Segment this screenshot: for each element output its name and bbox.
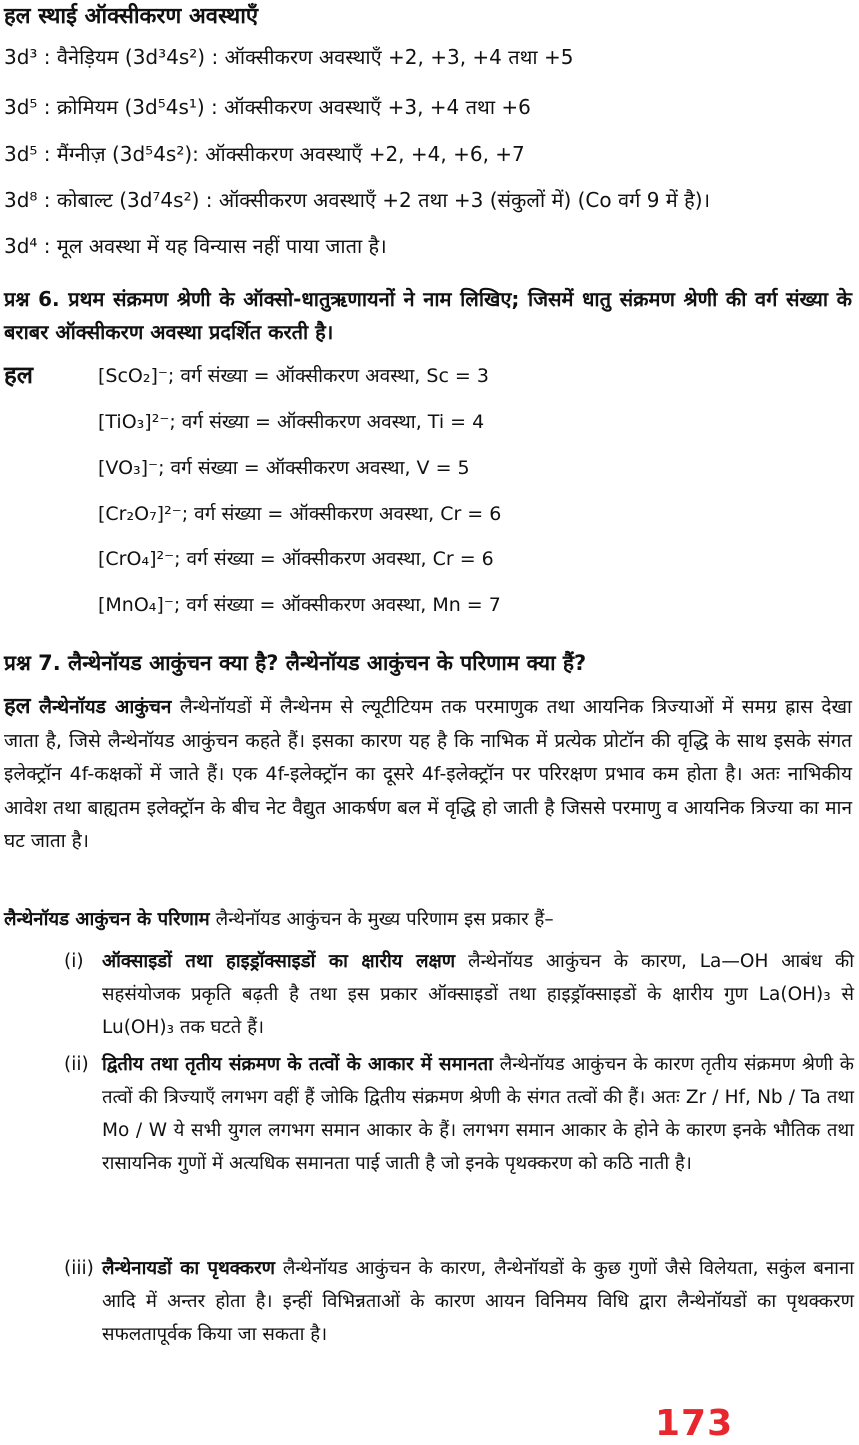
answer-7-label: हल (4, 694, 31, 719)
consequence-item-1 (64, 945, 854, 1044)
item-heading: लैन्थेनायडों का पृथक्करण (102, 1258, 276, 1279)
config-line-mn: 3d⁵ : मैंग्नीज़ (3d⁵4s²): ऑक्सीकरण अवस्थाएँ +2, +4, +6, +7 (4, 142, 525, 166)
config-line-d4: 3d⁴ : मूल अवस्था में यह विन्यास नहीं पाया जाता है। (4, 234, 387, 258)
config-line-co: 3d⁸ : कोबाल्ट (3d⁷4s²) : ऑक्सीकरण अवस्थाएँ +2 तथा +3 (संकुलों में) (Co वर्ग 9 में है)। (4, 188, 711, 212)
question-6 (4, 283, 852, 349)
question-6-label: प्रश्न 6. (4, 287, 60, 311)
consequences-line (4, 907, 554, 933)
ion-cr2o7: [Cr₂O₇]²⁻; वर्ग संख्या = ऑक्सीकरण अवस्था, Cr = 6 (98, 503, 502, 525)
item-number: (ii) (64, 1054, 89, 1075)
item-text: लैन्थेनॉयड आकुंचन के कारण, लैन्थेनॉयडों के कुछ गुणों जैसे विलेयता, सकुंल बनाना आदि में अन्तर होता है। इन्हीं विभिन्नताओं के कारण आयन विनिमय विधि द्वारा लैन्थेनॉयडों का पृथक्करण सफलतापूर्वक किया जा सकता है। (102, 1258, 854, 1345)
config-line-cr: 3d⁵ : क्रोमियम (3d⁵4s¹) : ऑक्सीकरण अवस्थाएँ +3, +4 तथा +6 (4, 95, 531, 119)
item-number: (iii) (64, 1258, 94, 1279)
config-line-v: 3d³ : वैनेड़ियम (3d³4s²) : ऑक्सीकरण अवस्थाएँ +2, +3, +4 तथा +5 (4, 45, 574, 69)
consequences-heading: लैन्थेनॉयड आकुंचन के परिणाम (4, 909, 210, 930)
item-heading: द्वितीय तथा तृतीय संक्रमण के तत्वों के आकार में समानता (102, 1054, 494, 1075)
answer-7-heading: लैन्थेनॉयड आकुंचन (39, 696, 172, 718)
question-7-text: लैन्थेनॉयड आकुंचन क्या है? लैन्थेनॉयड आकुंचन के परिणाम क्या हैं? (68, 651, 587, 675)
question-7 (4, 650, 586, 676)
consequence-item-2 (64, 1048, 854, 1180)
page-number: 173 (655, 1403, 734, 1444)
consequence-item-3 (64, 1252, 854, 1351)
answer-7-text: लैन्थेनॉयडों में लैन्थेनम से ल्यूटीटियम तक परमाणुक तथा आयनिक त्रिज्याओं में समग्र ह्रास देखा जाता है, जिसे लैन्थेनॉयड आकुंचन कहते हैं। इसका कारण यह है कि नाभिक में प्रत्येक प्रोटॉन की वृद्धि के साथ इसके संगत इलेक्ट्रॉन 4f-कक्षकों में जाते हैं। एक 4f-इलेक्ट्रॉन का दूसरे 4f-इलेक्ट्रॉन पर परिरक्षण प्रभाव कम होता है। अतः नाभिकीय आवेश तथा बाह्यतम इलेक्ट्रॉन के बीच नेट वैद्युत आकर्षण बल में वृद्धि हो जाती है जिससे परमाणु व आयनिक त्रिज्या का मान घट जाता है। (4, 696, 852, 852)
ion-vo3: [VO₃]⁻; वर्ग संख्या = ऑक्सीकरण अवस्था, V = 5 (98, 457, 470, 479)
consequences-intro: लैन्थेनॉयड आकुंचन के मुख्य परिणाम इस प्रकार हैं– (215, 909, 554, 930)
answer-7 (4, 690, 852, 859)
ion-sco2: [ScO₂]⁻; वर्ग संख्या = ऑक्सीकरण अवस्था, Sc = 3 (98, 365, 489, 387)
ion-cro4: [CrO₄]²⁻; वर्ग संख्या = ऑक्सीकरण अवस्था, Cr = 6 (98, 548, 494, 570)
header-line: हल स्थाई ऑक्सीकरण अवस्थाएँ (4, 4, 259, 29)
item-number: (i) (64, 951, 84, 972)
answer-6-label: हल (4, 361, 34, 389)
item-text: लैन्थेनॉयड आकुंचन के कारण, La—OH आबंध की सहसंयोजक प्रकृति बढ़ती है तथा इस प्रकार ऑक्साइडों तथा हाइड्रॉक्साइडों के क्षारीय गुण La(OH)₃ से Lu(OH)₃ तक घटते हैं। (102, 951, 854, 1038)
ion-mno4: [MnO₄]⁻; वर्ग संख्या = ऑक्सीकरण अवस्था, Mn = 7 (98, 594, 501, 616)
ion-tio3: [TiO₃]²⁻; वर्ग संख्या = ऑक्सीकरण अवस्था, Ti = 4 (98, 411, 485, 433)
item-text: लैन्थेनॉयड आकुंचन के कारण तृतीय संक्रमण श्रेणी के तत्वों की त्रिज्याएँ लगभग वहीं हैं जोकि द्वितीय संक्रमण श्रेणी के संगत तत्वों की हैं। अतः Zr / Hf, Nb / Ta तथा Mo / W ये सभी युगल लगभग समान आकार के हैं। लगभग समान आकार के होने के कारण इनके भौतिक तथा रासायनिक गुणों में अत्यधिक समानता पाई जाती है जो इनके पृथक्करण को कठि नाती है। (102, 1054, 854, 1174)
item-heading: ऑक्साइडों तथा हाइड्रॉक्साइडों का क्षारीय लक्षण (102, 951, 456, 972)
question-6-text: प्रथम संक्रमण श्रेणी के ऑक्सो-धातुऋणायनों ने नाम लिखिए; जिसमें धातु संक्रमण श्रेणी की वर्ग संख्या के बराबर ऑक्सीकरण अवस्था प्रदर्शित करती है। (4, 287, 852, 344)
question-7-label: प्रश्न 7. (4, 651, 61, 675)
